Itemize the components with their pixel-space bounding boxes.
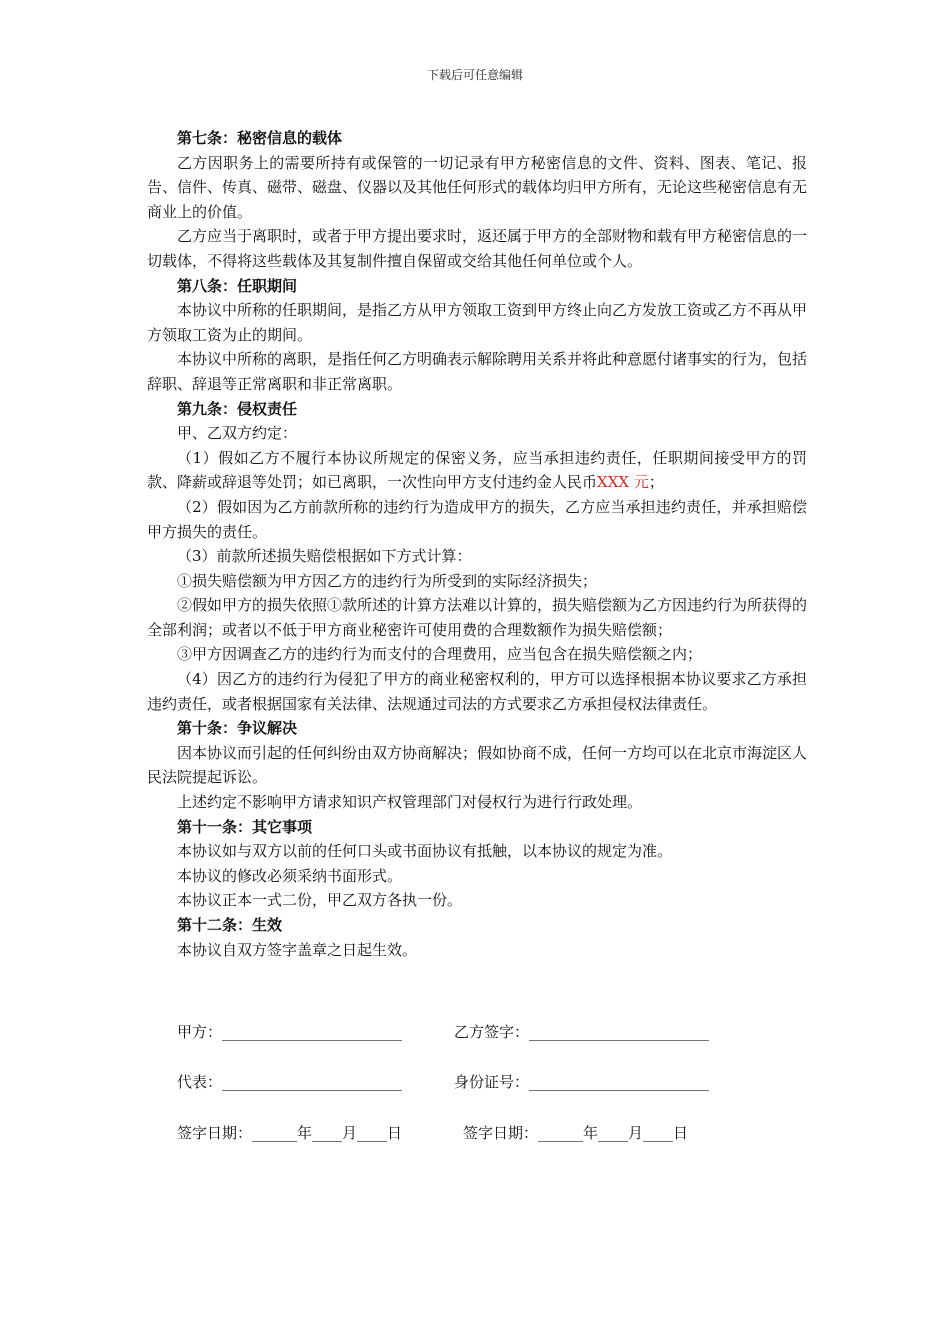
paragraph (147, 642, 807, 667)
document-body (147, 126, 807, 962)
paragraph (147, 298, 807, 347)
paragraph-text: 本协议中所称的离职，是指任何乙方明确表示解除聘用关系并将此种意愿付诸事实的行为，包括辞职、辞退等正常离职和非正常离职。 (147, 350, 808, 393)
paragraph-text: 第十二条：生效 (177, 916, 283, 934)
paragraph-text: 本协议中所称的任职期间，是指乙方从甲方领取工资到甲方终止向乙方发放工资或乙方不再从甲方领取工资为止的期间。 (147, 301, 808, 344)
signature-row-party (177, 1021, 710, 1042)
paragraph-tail: ； (648, 473, 664, 492)
paragraph (147, 446, 807, 495)
paragraph (147, 839, 807, 864)
party-b-sign-field (454, 1021, 709, 1042)
paragraph-text: 乙方应当于离职时，或者于甲方提出要求时，返还属于甲方的全部财物和载有甲方秘密信息的一切载体，不得将这些载体及其复制件擅自保留或交给其他任何单位或个人。 (147, 227, 808, 270)
paragraph (147, 421, 807, 446)
date-a-month: 月 (342, 1124, 358, 1142)
paragraph-text: 第十条：争议解决 (177, 719, 298, 738)
party-a-blank: ________________________ (222, 1023, 403, 1041)
paragraph-text: 因本协议而引起的任何纠纷由双方协商解决；假如协商不成，任何一方均可以在北京市海淀区人民法院提起诉讼。 (147, 743, 808, 787)
paragraph-text: ①损失赔偿额为甲方因乙方的违约行为所受到的实际经济损失； (177, 571, 598, 590)
date-b-day: 日 (673, 1124, 689, 1142)
page-header: 下载后可任意编辑 (426, 68, 523, 82)
paragraph (147, 224, 807, 273)
paragraph-text: （3）前款所述损失赔偿根据如下方式计算： (177, 547, 472, 566)
paragraph-text: 乙方因职务上的需要所持有或保管的一切记录有甲方秘密信息的文件、资料、图表、笔记、报告、信件、传真、磁带、磁盘、仪器以及其他任何形式的载体均归甲方所有，无论这些秘密信息有无商业上的价值。 (147, 153, 808, 221)
date-a-label: 签字日期： (177, 1124, 253, 1142)
representative-blank: ________________________ (222, 1073, 403, 1091)
date-b-label: 签字日期： (463, 1124, 539, 1142)
paragraph-text: ③甲方因调查乙方的违约行为而支付的合理费用，应当包含在损失赔偿额之内； (177, 645, 703, 664)
date-a-day: 日 (387, 1124, 403, 1142)
date-a-year: 年 (297, 1124, 313, 1142)
paragraph-text: 第九条：侵权责任 (177, 399, 298, 418)
paragraph (147, 741, 807, 790)
paragraph-text: （2）假如因为乙方前款所称的违约行为造成甲方的损失，乙方应当承担违约责任，并承担赔偿甲方损失的责任。 (147, 497, 807, 541)
paragraph (147, 495, 807, 544)
paragraph-text: （4）因乙方的违约行为侵犯了甲方的商业秘密权利的，甲方可以选择根据本协议要求乙方承担违约责任，或者根据国家有关法律、法规通过司法的方式要求乙方承担侵权法律责任。 (147, 670, 807, 713)
paragraph (147, 544, 807, 569)
paragraph-text: 本协议的修改必须采纳书面形式。 (177, 866, 403, 885)
id-number-blank: ________________________ (529, 1073, 710, 1091)
party-b-sign-label: 乙方签字： (454, 1023, 530, 1041)
section-heading (147, 815, 807, 840)
paragraph (147, 151, 807, 225)
paragraph-text: 本协议自双方签字盖章之日起生效。 (177, 940, 418, 959)
penalty-amount: XXX 元 (597, 473, 649, 492)
paragraph-text: ②假如甲方的损失依照①款所述的计算方法难以计算的，损失赔偿额为乙方因违约行为所获得的全部利润；或者以不低于甲方商业秘密许可使用费的合理数额作为损失赔偿额； (147, 596, 808, 639)
paragraph (147, 790, 807, 815)
paragraph (147, 888, 807, 913)
id-number-label: 身份证号： (454, 1073, 530, 1091)
representative-label: 代表： (177, 1073, 223, 1091)
party-b-sign-blank: ________________________ (529, 1023, 710, 1041)
id-number-field (454, 1071, 709, 1092)
paragraph (147, 864, 807, 889)
paragraph-text: 甲、乙双方约定： (177, 424, 298, 443)
paragraph-text: 第十一条：其它事项 (177, 817, 313, 836)
section-heading (147, 397, 807, 422)
paragraph (147, 347, 807, 396)
paragraph-text: 第八条：任职期间 (177, 276, 298, 295)
section-heading (147, 716, 807, 741)
paragraph-text: 本协议正本一式二份，甲乙双方各执一份。 (177, 891, 463, 910)
date-b-year: 年 (583, 1124, 599, 1142)
paragraph-text: （1）假如乙方不履行本协议所规定的保密义务，应当承担违约责任，任职期间接受甲方的罚款、降薪或辞退等处罚；如已离职，一次性向甲方支付违约金人民币 (147, 448, 807, 492)
paragraph-text: 本协议如与双方以前的任何口头或书面协议有抵触，以本协议的规定为准。 (177, 842, 673, 861)
section-heading (147, 274, 807, 299)
party-a-label: 甲方： (177, 1023, 223, 1041)
signature-row-date: 签字日期：______年____月____日 签字日期：______年____月____日 (177, 1124, 689, 1142)
section-heading (147, 126, 807, 151)
paragraph (147, 938, 807, 963)
date-b-month: 月 (628, 1124, 644, 1142)
paragraph (147, 667, 807, 716)
paragraph (147, 569, 807, 594)
paragraph-text: 第七条：秘密信息的载体 (177, 129, 343, 147)
section-heading (147, 913, 807, 938)
paragraph-text: 上述约定不影响甲方请求知识产权管理部门对侵权行为进行行政处理。 (177, 793, 643, 812)
signature-row-representative (177, 1071, 710, 1092)
date-b-field: 签字日期：______年____月____日 (463, 1124, 689, 1142)
paragraph (147, 593, 807, 642)
